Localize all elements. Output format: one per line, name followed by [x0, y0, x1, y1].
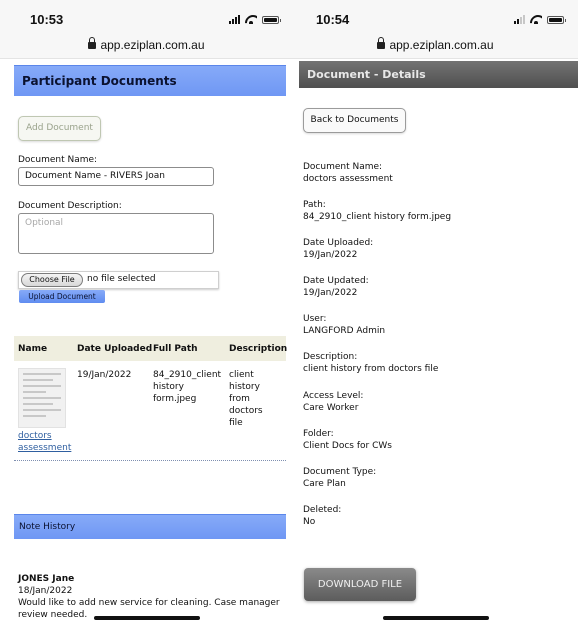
- cellular-signal-icon: [229, 15, 240, 24]
- column-header-full-path[interactable]: Full Path: [153, 344, 198, 354]
- detail-label: Path:: [303, 200, 326, 210]
- cellular-signal-icon: [514, 15, 525, 24]
- add-document-button[interactable]: Add Document: [18, 116, 101, 141]
- path-line: form.jpeg: [153, 394, 197, 404]
- detail-value: 84_2910_client history form.jpeg: [303, 212, 452, 222]
- detail-value: 19/Jan/2022: [303, 288, 358, 298]
- document-thumbnail[interactable]: [18, 368, 66, 428]
- document-name-input[interactable]: Document Name - RIVERS Joan: [18, 167, 214, 186]
- document-description-label: Document Description:: [18, 201, 122, 211]
- url-text: app.eziplan.com.au: [100, 38, 205, 52]
- detail-label: Document Type:: [303, 467, 377, 477]
- address-bar[interactable]: [293, 34, 578, 59]
- column-header-date-uploaded[interactable]: Date Uploaded: [77, 344, 153, 354]
- cell-full-path: [153, 369, 221, 405]
- note-history-header: [14, 514, 286, 539]
- detail-value: Care Worker: [303, 403, 359, 413]
- note-text-line2: review needed.: [18, 610, 88, 620]
- document-link-line1: doctors: [18, 431, 52, 441]
- detail-label: Date Updated:: [303, 276, 369, 286]
- document-link[interactable]: [18, 430, 71, 454]
- page-title: Participant Documents: [22, 74, 177, 88]
- battery-icon: [262, 16, 279, 24]
- detail-label: Folder:: [303, 429, 334, 439]
- description-line: client: [229, 370, 254, 380]
- address-bar[interactable]: [0, 34, 293, 59]
- back-to-documents-button[interactable]: Back to Documents: [303, 108, 406, 133]
- detail-label: Document Name:: [303, 162, 383, 172]
- detail-document-type: [303, 466, 376, 490]
- detail-value: LANGFORD Admin: [303, 326, 386, 336]
- url-text: app.eziplan.com.au: [389, 38, 494, 52]
- documents-table-header: [14, 336, 286, 361]
- page-title: Document - Details: [307, 68, 426, 81]
- description-line: file: [229, 418, 243, 428]
- battery-icon: [547, 16, 564, 24]
- note-author: JONES Jane: [18, 574, 75, 584]
- download-file-button[interactable]: DOWNLOAD FILE: [304, 568, 416, 601]
- detail-value: No: [303, 517, 316, 527]
- detail-label: Deleted:: [303, 505, 342, 515]
- detail-value: doctors assessment: [303, 174, 393, 184]
- detail-label: Description:: [303, 352, 358, 362]
- home-indicator[interactable]: [383, 616, 489, 620]
- file-picker[interactable]: [18, 271, 219, 289]
- row-divider: [14, 460, 286, 461]
- wifi-icon: [245, 15, 257, 24]
- lock-icon: [88, 42, 96, 49]
- note-text-line1: Would like to add new service for cleaning. Case manager: [18, 598, 280, 608]
- description-line: from: [229, 394, 250, 404]
- right-screen: [293, 0, 578, 631]
- detail-access-level: [303, 390, 363, 414]
- note-history-title: Note History: [19, 522, 76, 532]
- path-line: 84_2910_client: [153, 370, 222, 380]
- cell-date-uploaded: 19/Jan/2022: [77, 370, 132, 380]
- status-time: 10:54: [316, 12, 350, 27]
- document-description-input[interactable]: Optional: [18, 213, 214, 254]
- detail-value: 19/Jan/2022: [303, 250, 358, 260]
- status-bar: [293, 0, 578, 34]
- wifi-icon: [530, 15, 542, 24]
- detail-user: [303, 313, 385, 337]
- lock-icon: [377, 42, 385, 49]
- detail-value: Client Docs for CWs: [303, 441, 392, 451]
- detail-value: Care Plan: [303, 479, 346, 489]
- description-line: doctors: [229, 406, 263, 416]
- upload-document-button[interactable]: Upload Document: [19, 290, 105, 303]
- choose-file-button[interactable]: Choose File: [21, 273, 83, 287]
- home-indicator[interactable]: [94, 616, 200, 620]
- detail-label: Date Uploaded:: [303, 238, 374, 248]
- column-header-name[interactable]: Name: [18, 344, 48, 354]
- detail-path: [303, 199, 451, 223]
- column-header-description[interactable]: Description: [229, 344, 288, 354]
- cell-description: [229, 369, 263, 429]
- description-line: history: [229, 382, 260, 392]
- path-line: history: [153, 382, 184, 392]
- detail-description: [303, 351, 438, 375]
- document-link-line2: assessment: [18, 443, 72, 453]
- status-bar: [0, 0, 293, 34]
- file-status-text: no file selected: [87, 274, 156, 284]
- detail-date-uploaded: [303, 237, 373, 261]
- detail-value: client history from doctors file: [303, 364, 439, 374]
- document-name-label: Document Name:: [18, 155, 98, 165]
- page-title-bar: [14, 65, 286, 96]
- note-date: 18/Jan/2022: [18, 586, 73, 596]
- detail-document-name: [303, 161, 393, 185]
- details-title-bar: [299, 61, 578, 88]
- status-time: 10:53: [30, 12, 64, 27]
- detail-deleted: [303, 504, 341, 528]
- detail-label: Access Level:: [303, 391, 364, 401]
- detail-label: User:: [303, 314, 327, 324]
- detail-folder: [303, 428, 392, 452]
- detail-date-updated: [303, 275, 369, 299]
